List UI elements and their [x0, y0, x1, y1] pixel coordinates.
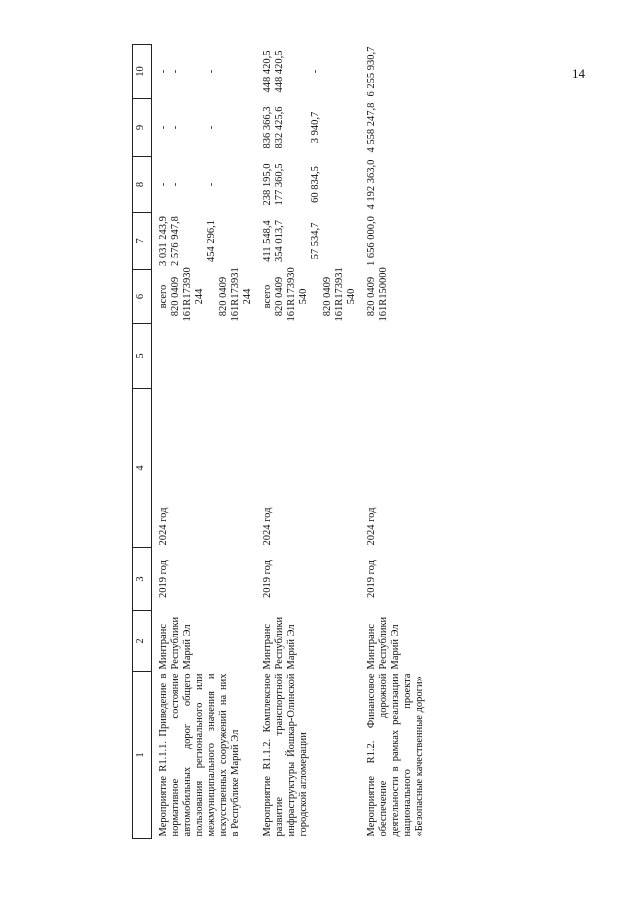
start-year: 2019 год — [366, 560, 377, 598]
header-cell: 2 — [133, 611, 152, 672]
kbk-line: всего — [158, 284, 169, 309]
amount: - — [158, 182, 169, 187]
amount: 448 420,5 — [262, 50, 273, 93]
amount: - — [206, 125, 217, 130]
amount: - — [158, 125, 169, 130]
header-cell: 1 — [133, 672, 152, 839]
amount: 2 576 947,8 — [170, 216, 181, 266]
amount: - — [206, 69, 217, 74]
amount: 177 360,5 — [274, 163, 285, 206]
amount: 836 366,3 — [262, 106, 273, 149]
kbk-line: 820 0409 161R173931 244 — [218, 267, 253, 322]
col5-cell — [360, 324, 428, 389]
page-number: 14 — [572, 66, 585, 81]
kbk-line: 820 0409 161R173930 540 — [274, 267, 309, 322]
amount-cell-9 — [360, 99, 428, 157]
activities-table — [132, 44, 428, 839]
amount: 6 255 930,7 — [366, 46, 377, 97]
kbk-line: всего — [262, 284, 273, 309]
amount-cell-7 — [256, 213, 360, 270]
amount-cell-8 — [256, 157, 360, 213]
start-year: 2019 год — [262, 560, 273, 598]
kbk-cell — [152, 267, 257, 324]
amount: 238 195,0 — [262, 163, 273, 206]
end-year: 2024 год — [366, 507, 377, 546]
amount-cell-10 — [360, 45, 428, 99]
amount: 60 834,5 — [310, 166, 321, 203]
header-cell: 9 — [133, 99, 152, 157]
kbk-cell — [256, 267, 360, 324]
amount: 832 425,6 — [274, 106, 285, 149]
amount: 454 296,1 — [206, 220, 217, 262]
amount-cell-7 — [360, 213, 428, 270]
activity-name: Мероприятие R1.2. Финансовое обеспечение дорожной деятельности в рамках реализации национального проекта «Безопасные качественные дороги» — [366, 673, 425, 837]
col5-cell — [256, 324, 360, 389]
kbk-line: 820 0409 161R173930 244 — [170, 267, 205, 322]
amount: - — [158, 69, 169, 74]
header-cell: 3 — [133, 548, 152, 611]
amount-cell-7 — [152, 213, 257, 270]
amount-cell-10 — [256, 45, 360, 99]
executor: Минтранс Республики Марий Эл — [366, 616, 401, 670]
table-row — [152, 45, 257, 839]
table-header-row — [133, 45, 152, 839]
amount: 3 031 243,9 — [158, 216, 169, 266]
header-cell: 10 — [133, 45, 152, 99]
header-cell: 8 — [133, 157, 152, 213]
col5-cell — [152, 324, 257, 389]
executor: Минтранс Республики Марий Эл — [158, 616, 193, 670]
amount-cell-9 — [152, 99, 257, 157]
end-year: 2024 год — [158, 507, 169, 546]
header-cell: 7 — [133, 213, 152, 270]
table-row — [360, 45, 428, 839]
amount: 57 534,7 — [310, 222, 321, 260]
amount: 4 192 363,0 — [366, 159, 377, 210]
header-cell: 5 — [133, 324, 152, 389]
table-row — [256, 45, 360, 839]
amount: 4 558 247,8 — [366, 102, 377, 153]
header-cell: 4 — [133, 389, 152, 548]
kbk-line: 820 0409 161R173931 540 — [322, 267, 357, 322]
end-year: 2024 год — [262, 507, 273, 546]
amount: - — [170, 182, 181, 187]
amount-cell-9 — [256, 99, 360, 157]
header-cell: 6 — [133, 270, 152, 324]
amount: - — [310, 69, 321, 74]
amount: - — [170, 125, 181, 130]
kbk-line: 820 0409 161R150000 — [366, 267, 389, 322]
amount: 354 013,7 — [274, 220, 285, 262]
kbk-cell — [360, 267, 428, 324]
amount-cell-8 — [360, 157, 428, 213]
amount: 3 940,7 — [310, 111, 321, 144]
amount: 448 420,5 — [274, 50, 285, 93]
start-year: 2019 год — [158, 560, 169, 598]
amount-cell-10 — [152, 45, 257, 99]
activity-name: Мероприятие R1.1.2. Комплексное развитие транспортной инфраструктуры Йошкар-Олинской городской агломерации — [262, 673, 309, 837]
activity-name: Мероприятие R1.1.1. Приведение в нормативное состояние автомобильных дорог общего пользования регионального или межмуниципального значения и искусственных сооружений на них в Республике Марий Эл — [158, 673, 241, 837]
amount: 411 548,4 — [262, 220, 273, 262]
amount: - — [206, 182, 217, 187]
amount: 1 656 000,0 — [366, 216, 377, 266]
rotated-page-content — [132, 45, 532, 839]
executor: Минтранс Республики Марий Эл — [262, 616, 297, 670]
amount-cell-8 — [152, 157, 257, 213]
amount: - — [170, 69, 181, 74]
